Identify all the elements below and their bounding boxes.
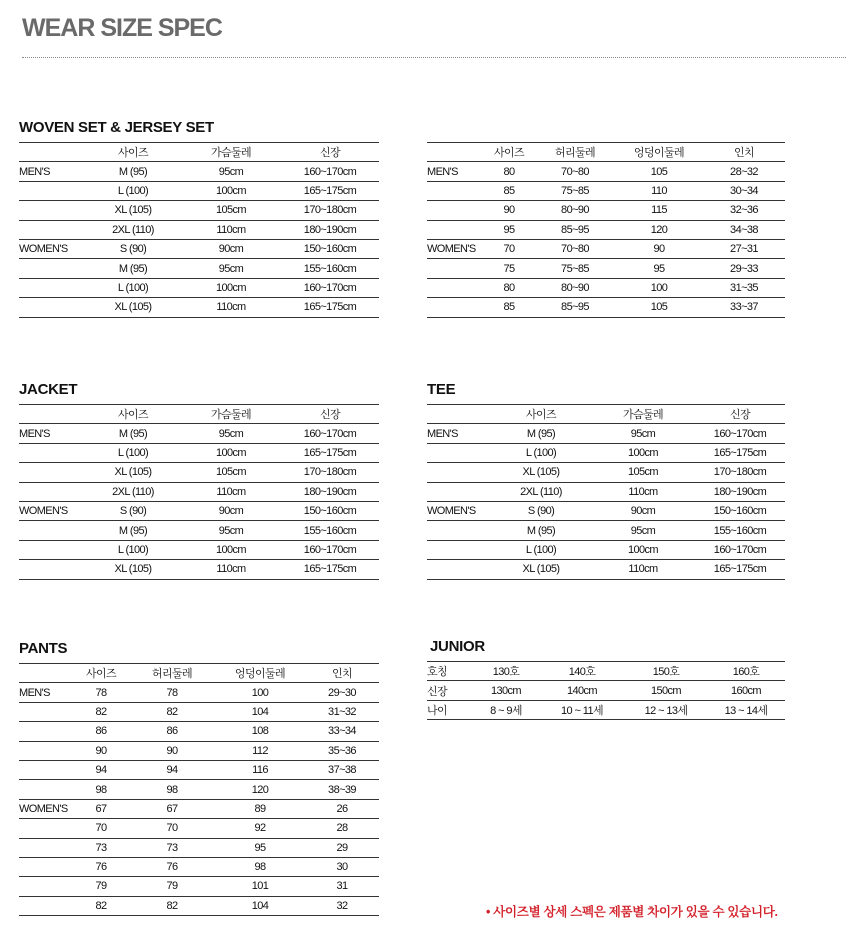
table-row xyxy=(19,722,379,741)
header-cell: 사이즈 xyxy=(85,405,181,424)
table-cell: L (100) xyxy=(85,443,181,462)
table-cell: S (90) xyxy=(491,501,591,520)
table-cell: 160호 xyxy=(707,662,785,681)
table-row xyxy=(19,201,379,220)
row-label-cell xyxy=(19,838,73,857)
table-cell: 31 xyxy=(305,877,379,896)
table-row xyxy=(19,857,379,876)
row-label-cell xyxy=(427,259,483,278)
table-cell: 110cm xyxy=(181,482,281,501)
row-label-cell xyxy=(427,220,483,239)
table-cell: M (95) xyxy=(85,259,181,278)
table-cell: 82 xyxy=(73,702,129,721)
table-cell: XL (105) xyxy=(491,463,591,482)
row-label-cell: WOMEN'S xyxy=(19,799,73,818)
table-cell: 73 xyxy=(73,838,129,857)
table-cell: 104 xyxy=(215,896,305,915)
table-cell: 89 xyxy=(215,799,305,818)
table-row xyxy=(427,540,785,559)
table-cell: 85 xyxy=(483,181,535,200)
table-cell: 150호 xyxy=(625,662,707,681)
table-header-row xyxy=(19,664,379,683)
header-cell xyxy=(19,405,85,424)
table-cell: 35~36 xyxy=(305,741,379,760)
row-label-cell xyxy=(19,463,85,482)
header-cell: 허리둘레 xyxy=(535,143,615,162)
row-label-cell xyxy=(427,521,491,540)
table-cell: 29~30 xyxy=(305,683,379,702)
table-cell: 110cm xyxy=(181,560,281,579)
table-cell: 180~190cm xyxy=(281,482,379,501)
row-label-cell: MEN'S xyxy=(19,424,85,443)
table-cell: 100cm xyxy=(181,181,281,200)
table-row xyxy=(19,443,379,462)
table-cell: 31~32 xyxy=(305,702,379,721)
table-cell: 155~160cm xyxy=(281,259,379,278)
table-cell: 165~175cm xyxy=(695,443,785,462)
table-row xyxy=(19,560,379,579)
row-label-cell: MEN'S xyxy=(427,424,491,443)
row-label-cell xyxy=(19,259,85,278)
table-row xyxy=(19,683,379,702)
row-label-cell xyxy=(19,819,73,838)
table-cell: 170~180cm xyxy=(695,463,785,482)
table-cell: 82 xyxy=(73,896,129,915)
table-cell: 70 xyxy=(73,819,129,838)
header-cell: 인치 xyxy=(305,664,379,683)
table-cell: 150~160cm xyxy=(695,501,785,520)
table-row xyxy=(427,681,785,700)
table-cell: 100cm xyxy=(591,540,695,559)
table-cell: L (100) xyxy=(491,540,591,559)
table-row xyxy=(19,799,379,818)
table-cell: 140cm xyxy=(539,681,625,700)
table-cell: 105cm xyxy=(181,201,281,220)
table-cell: 112 xyxy=(215,741,305,760)
table-cell: 150~160cm xyxy=(281,239,379,258)
table-cell: S (90) xyxy=(85,239,181,258)
table-cell: 180~190cm xyxy=(281,220,379,239)
table-cell: 67 xyxy=(73,799,129,818)
table-cell: 101 xyxy=(215,877,305,896)
table-cell: 86 xyxy=(73,722,129,741)
table-cell: 73 xyxy=(129,838,215,857)
table-cell: L (100) xyxy=(85,181,181,200)
table-row xyxy=(19,838,379,857)
table-row xyxy=(19,278,379,297)
table-row xyxy=(427,501,785,520)
table-cell: 26 xyxy=(305,799,379,818)
row-label-cell: WOMEN'S xyxy=(19,239,85,258)
table-cell: 95cm xyxy=(591,424,695,443)
row-label-cell xyxy=(19,443,85,462)
table-row xyxy=(427,259,785,278)
table-cell: 160~170cm xyxy=(281,278,379,297)
table-cell: 94 xyxy=(73,760,129,779)
table-cell: 32~36 xyxy=(703,201,785,220)
row-label-cell xyxy=(19,896,73,915)
row-label-cell: MEN'S xyxy=(427,162,483,181)
table-cell: 105cm xyxy=(591,463,695,482)
table-cell: 95 xyxy=(483,220,535,239)
table-cell: 28 xyxy=(305,819,379,838)
table-row xyxy=(19,162,379,181)
table-cell: 82 xyxy=(129,702,215,721)
table-cell: 10 ~ 11세 xyxy=(539,700,625,719)
row-label-cell xyxy=(427,278,483,297)
table-cell: XL (105) xyxy=(491,560,591,579)
table-cell: 90 xyxy=(483,201,535,220)
table-cell: M (95) xyxy=(85,424,181,443)
row-label-cell: MEN'S xyxy=(19,683,73,702)
table-cell: 160~170cm xyxy=(281,162,379,181)
table-cell: 165~175cm xyxy=(281,181,379,200)
table-row xyxy=(19,424,379,443)
table-row xyxy=(427,521,785,540)
table-cell: 2XL (110) xyxy=(85,220,181,239)
bottoms-size-table xyxy=(427,142,785,318)
table-cell: 155~160cm xyxy=(695,521,785,540)
header-cell: 엉덩이둘레 xyxy=(215,664,305,683)
table-cell: 110cm xyxy=(181,298,281,317)
header-cell: 가슴둘레 xyxy=(181,405,281,424)
table-row xyxy=(19,463,379,482)
table-row xyxy=(19,540,379,559)
section-title-junior: JUNIOR xyxy=(430,638,485,655)
table-row xyxy=(427,162,785,181)
table-cell: 90cm xyxy=(591,501,695,520)
row-label-cell xyxy=(427,181,483,200)
table-cell: 170~180cm xyxy=(281,463,379,482)
header-cell: 사이즈 xyxy=(491,405,591,424)
row-label-cell xyxy=(19,780,73,799)
row-label-cell xyxy=(427,560,491,579)
table-row xyxy=(427,181,785,200)
table-cell: 8 ~ 9세 xyxy=(473,700,539,719)
table-cell: 95cm xyxy=(181,424,281,443)
table-cell: 86 xyxy=(129,722,215,741)
table-cell: 160~170cm xyxy=(281,424,379,443)
woven-size-table xyxy=(19,142,379,318)
row-label-cell xyxy=(19,857,73,876)
table-cell: 100 xyxy=(615,278,703,297)
table-cell: 180~190cm xyxy=(695,482,785,501)
row-label-cell xyxy=(427,540,491,559)
table-cell: 100cm xyxy=(181,443,281,462)
table-cell: 33~34 xyxy=(305,722,379,741)
table-cell: 90 xyxy=(129,741,215,760)
table-cell: L (100) xyxy=(85,540,181,559)
table-cell: 2XL (110) xyxy=(491,482,591,501)
table-cell: 170~180cm xyxy=(281,201,379,220)
row-label-cell: WOMEN'S xyxy=(427,501,491,520)
table-cell: 160~170cm xyxy=(281,540,379,559)
table-cell: 95 xyxy=(615,259,703,278)
table-cell: 100cm xyxy=(181,278,281,297)
table-cell: 85~95 xyxy=(535,298,615,317)
table-row xyxy=(19,181,379,200)
header-cell: 가슴둘레 xyxy=(591,405,695,424)
table-cell: 38~39 xyxy=(305,780,379,799)
row-label-cell: WOMEN'S xyxy=(19,501,85,520)
row-label-cell xyxy=(19,298,85,317)
table-cell: 80~90 xyxy=(535,278,615,297)
table-cell: 31~35 xyxy=(703,278,785,297)
table-cell: 76 xyxy=(73,857,129,876)
table-cell: 165~175cm xyxy=(695,560,785,579)
row-label-cell xyxy=(427,463,491,482)
table-cell: 150~160cm xyxy=(281,501,379,520)
table-cell: 104 xyxy=(215,702,305,721)
table-cell: 67 xyxy=(129,799,215,818)
row-label-cell xyxy=(427,298,483,317)
table-row xyxy=(19,521,379,540)
table-cell: 70 xyxy=(129,819,215,838)
table-cell: 75 xyxy=(483,259,535,278)
header-cell: 신장 xyxy=(695,405,785,424)
table-cell: 80 xyxy=(483,278,535,297)
row-label-cell xyxy=(19,278,85,297)
table-row xyxy=(19,239,379,258)
table-cell: 108 xyxy=(215,722,305,741)
table-cell: 70~80 xyxy=(535,239,615,258)
table-cell: 110cm xyxy=(181,220,281,239)
table-row xyxy=(19,482,379,501)
section-title-tee: TEE xyxy=(427,381,456,398)
table-cell: 116 xyxy=(215,760,305,779)
header-cell: 사이즈 xyxy=(85,143,181,162)
table-cell: 34~38 xyxy=(703,220,785,239)
junior-size-table xyxy=(427,661,785,720)
table-cell: 29~33 xyxy=(703,259,785,278)
row-label-cell: 호칭 xyxy=(427,662,473,681)
tee-size-table xyxy=(427,404,785,580)
table-cell: 29 xyxy=(305,838,379,857)
table-cell: 90cm xyxy=(181,501,281,520)
table-cell: 165~175cm xyxy=(281,560,379,579)
table-header-row xyxy=(427,143,785,162)
table-cell: 98 xyxy=(215,857,305,876)
table-row xyxy=(427,662,785,681)
table-cell: 105 xyxy=(615,162,703,181)
table-cell: 95cm xyxy=(591,521,695,540)
table-cell: 130호 xyxy=(473,662,539,681)
table-row xyxy=(19,259,379,278)
header-cell xyxy=(427,405,491,424)
table-cell: 155~160cm xyxy=(281,521,379,540)
header-cell: 사이즈 xyxy=(483,143,535,162)
table-cell: 120 xyxy=(215,780,305,799)
header-cell: 인치 xyxy=(703,143,785,162)
table-cell: XL (105) xyxy=(85,560,181,579)
table-row xyxy=(427,443,785,462)
title-divider xyxy=(22,57,846,58)
table-cell: 75~85 xyxy=(535,259,615,278)
row-label-cell xyxy=(19,482,85,501)
table-cell: 92 xyxy=(215,819,305,838)
table-row xyxy=(19,760,379,779)
table-cell: 78 xyxy=(129,683,215,702)
table-row xyxy=(19,741,379,760)
table-cell: 165~175cm xyxy=(281,298,379,317)
table-cell: 33~37 xyxy=(703,298,785,317)
table-cell: 80~90 xyxy=(535,201,615,220)
table-row xyxy=(427,482,785,501)
header-cell xyxy=(19,143,85,162)
table-cell: 90 xyxy=(73,741,129,760)
row-label-cell xyxy=(19,760,73,779)
row-label-cell xyxy=(427,201,483,220)
table-cell: 37~38 xyxy=(305,760,379,779)
table-row xyxy=(427,239,785,258)
table-cell: 95cm xyxy=(181,162,281,181)
table-cell: M (95) xyxy=(85,162,181,181)
header-cell xyxy=(427,143,483,162)
header-cell: 신장 xyxy=(281,405,379,424)
table-cell: 28~32 xyxy=(703,162,785,181)
table-cell: 79 xyxy=(73,877,129,896)
table-cell: 100cm xyxy=(181,540,281,559)
row-label-cell xyxy=(427,443,491,462)
section-title-jacket: JACKET xyxy=(19,381,78,398)
table-cell: 30~34 xyxy=(703,181,785,200)
table-cell: 95cm xyxy=(181,259,281,278)
table-cell: 160~170cm xyxy=(695,424,785,443)
table-row xyxy=(19,819,379,838)
table-cell: 85 xyxy=(483,298,535,317)
table-row xyxy=(427,424,785,443)
table-cell: 12 ~ 13세 xyxy=(625,700,707,719)
table-cell: 82 xyxy=(129,896,215,915)
table-header-row xyxy=(19,143,379,162)
row-label-cell xyxy=(19,722,73,741)
row-label-cell: WOMEN'S xyxy=(427,239,483,258)
section-title-pants: PANTS xyxy=(19,640,68,657)
table-row xyxy=(19,877,379,896)
table-row xyxy=(427,298,785,317)
row-label-cell xyxy=(19,521,85,540)
pants-size-table xyxy=(19,663,379,916)
table-row xyxy=(427,463,785,482)
header-cell: 사이즈 xyxy=(73,664,129,683)
table-row xyxy=(19,702,379,721)
table-cell: 32 xyxy=(305,896,379,915)
table-cell: 98 xyxy=(73,780,129,799)
table-cell: 30 xyxy=(305,857,379,876)
table-cell: 94 xyxy=(129,760,215,779)
jacket-size-table xyxy=(19,404,379,580)
size-disclaimer-note: • 사이즈별 상세 스펙은 제품별 차이가 있을 수 있습니다. xyxy=(486,905,778,919)
header-cell xyxy=(19,664,73,683)
table-cell: M (95) xyxy=(491,424,591,443)
table-cell: 2XL (110) xyxy=(85,482,181,501)
table-row xyxy=(427,278,785,297)
header-cell: 허리둘레 xyxy=(129,664,215,683)
table-cell: XL (105) xyxy=(85,201,181,220)
header-cell: 신장 xyxy=(281,143,379,162)
table-cell: 105 xyxy=(615,298,703,317)
table-cell: 27~31 xyxy=(703,239,785,258)
table-cell: XL (105) xyxy=(85,463,181,482)
row-label-cell xyxy=(19,540,85,559)
table-cell: 75~85 xyxy=(535,181,615,200)
table-cell: 95cm xyxy=(181,521,281,540)
table-cell: 120 xyxy=(615,220,703,239)
table-row xyxy=(19,220,379,239)
table-cell: 105cm xyxy=(181,463,281,482)
table-cell: 160cm xyxy=(707,681,785,700)
header-cell: 엉덩이둘레 xyxy=(615,143,703,162)
table-cell: 130cm xyxy=(473,681,539,700)
table-cell: L (100) xyxy=(85,278,181,297)
table-cell: 90 xyxy=(615,239,703,258)
table-cell: 100cm xyxy=(591,443,695,462)
table-cell: 70~80 xyxy=(535,162,615,181)
section-title-woven: WOVEN SET & JERSEY SET xyxy=(19,119,214,136)
row-label-cell xyxy=(427,482,491,501)
row-label-cell xyxy=(19,181,85,200)
table-cell: 100 xyxy=(215,683,305,702)
table-cell: 95 xyxy=(215,838,305,857)
row-label-cell xyxy=(19,877,73,896)
header-cell: 가슴둘레 xyxy=(181,143,281,162)
table-cell: 115 xyxy=(615,201,703,220)
table-cell: 13 ~ 14세 xyxy=(707,700,785,719)
row-label-cell: MEN'S xyxy=(19,162,85,181)
table-row xyxy=(19,501,379,520)
table-header-row xyxy=(19,405,379,424)
table-row xyxy=(19,780,379,799)
table-cell: S (90) xyxy=(85,501,181,520)
table-row xyxy=(427,700,785,719)
table-row xyxy=(19,896,379,915)
row-label-cell xyxy=(19,702,73,721)
table-cell: 160~170cm xyxy=(695,540,785,559)
table-cell: M (95) xyxy=(85,521,181,540)
table-cell: 110cm xyxy=(591,560,695,579)
table-cell: 110cm xyxy=(591,482,695,501)
table-cell: 140호 xyxy=(539,662,625,681)
table-cell: 150cm xyxy=(625,681,707,700)
row-label-cell xyxy=(19,220,85,239)
table-cell: M (95) xyxy=(491,521,591,540)
table-cell: 165~175cm xyxy=(281,443,379,462)
table-cell: L (100) xyxy=(491,443,591,462)
table-row xyxy=(427,220,785,239)
row-label-cell: 신장 xyxy=(427,681,473,700)
table-cell: XL (105) xyxy=(85,298,181,317)
row-label-cell: 나이 xyxy=(427,700,473,719)
table-cell: 78 xyxy=(73,683,129,702)
table-cell: 79 xyxy=(129,877,215,896)
row-label-cell xyxy=(19,560,85,579)
table-cell: 90cm xyxy=(181,239,281,258)
row-label-cell xyxy=(19,741,73,760)
table-header-row xyxy=(427,405,785,424)
table-cell: 110 xyxy=(615,181,703,200)
table-row xyxy=(19,298,379,317)
table-cell: 80 xyxy=(483,162,535,181)
table-row xyxy=(427,201,785,220)
table-cell: 85~95 xyxy=(535,220,615,239)
table-cell: 76 xyxy=(129,857,215,876)
row-label-cell xyxy=(19,201,85,220)
table-cell: 70 xyxy=(483,239,535,258)
page-title: WEAR SIZE SPEC xyxy=(22,14,222,42)
table-cell: 98 xyxy=(129,780,215,799)
table-row xyxy=(427,560,785,579)
